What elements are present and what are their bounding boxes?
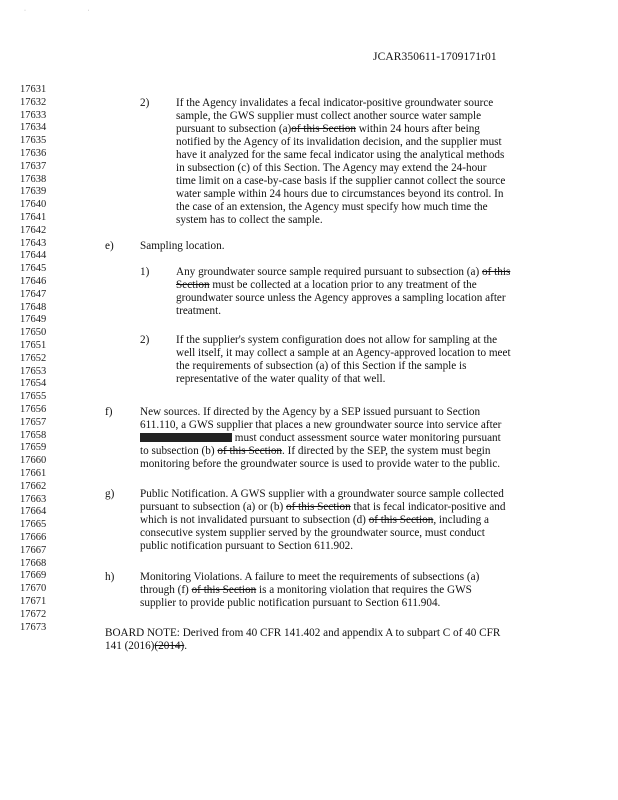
line-number: 17635 [20, 135, 47, 147]
text-line: which is not invalidated pursuant to subsection (d) of this Section, including a [140, 514, 489, 526]
line-number: 17660 [20, 455, 47, 467]
text-line: Monitoring Violations. A failure to meet the requirements of subsections (a) [140, 571, 480, 583]
line-number: 17641 [20, 212, 47, 223]
line-number: 17636 [20, 148, 47, 159]
line-number: 17637 [20, 160, 47, 172]
document-id-header: JCAR350611-1709171r01 [373, 51, 497, 63]
text-line: water sample within 24 hours due to circumstances beyond its control. In [176, 188, 504, 200]
line-number: 17668 [20, 557, 47, 569]
text-line: well itself, it may collect a sample at an Agency-approved location to meet [176, 347, 511, 359]
line-number: 17655 [20, 391, 47, 403]
text-line: 611.110, a GWS supplier that places a new groundwater source into service after [140, 419, 502, 431]
line-number: 17665 [20, 519, 47, 531]
line-number: 17656 [20, 404, 47, 415]
line-number: 17667 [20, 544, 47, 556]
line-number: 17671 [20, 596, 47, 607]
line-number: 17659 [20, 442, 47, 454]
line-number: 17666 [20, 532, 47, 543]
item-g-label: g) [105, 488, 115, 500]
text-line: monitoring before the groundwater source is used to provide water to the public. [140, 458, 501, 470]
line-number: 17645 [20, 263, 47, 275]
text-line: sample, the GWS supplier must collect another source water sample [176, 110, 482, 122]
board-note-line: 141 (2016)(2014). [105, 640, 188, 652]
line-number: 17672 [20, 608, 47, 620]
struck-text: of this Section [291, 123, 356, 135]
struck-text: (2014) [154, 640, 185, 652]
text-line: the requirements of subsection (a) of this Section if the sample is [176, 360, 467, 372]
text-line: time limit on a case-by-case basis if the supplier cannot collect the source [176, 175, 506, 187]
line-number: 17662 [20, 480, 47, 492]
line-number: 17670 [20, 583, 47, 595]
line-number: 17634 [20, 122, 47, 134]
line-number: 17638 [20, 173, 47, 185]
line-number: 17647 [20, 288, 47, 300]
line-number: 17639 [20, 186, 47, 198]
line-number: 17669 [20, 570, 47, 582]
item-d2-label: 2) [140, 97, 150, 109]
text-line: New sources. If directed by the Agency by a SEP issued pursuant to Section [140, 406, 481, 418]
line-number: 17631 [20, 84, 47, 95]
text-line: pursuant to subsection (a) or (b) of this Section that is fecal indicator-positive and [140, 501, 506, 513]
redaction-mark [140, 433, 232, 442]
text-line: supplier to provide public notification pursuant to Section 611.904. [140, 597, 441, 609]
text-line: system has to collect the sample. [176, 214, 323, 226]
line-number: 17653 [20, 365, 47, 377]
item-h-label: h) [105, 571, 115, 583]
line-number: 17654 [20, 378, 47, 390]
item-f-label: f) [105, 406, 113, 418]
line-number: 17646 [20, 276, 47, 287]
text-line: Section must be collected at a location prior to any treatment of the [176, 279, 477, 291]
text-line: If the Agency invalidates a fecal indicator-positive groundwater source [176, 97, 494, 109]
line-number: 17652 [20, 352, 47, 364]
text-line: the case of an extension, the Agency must specify how much time the [176, 201, 488, 213]
line-number: 17643 [20, 237, 47, 249]
line-number: 17661 [20, 468, 47, 479]
line-number: 17673 [20, 621, 47, 633]
line-number: 17632 [20, 96, 47, 108]
text-line: notified by the Agency of its invalidation decision, and the supplier must [176, 136, 502, 148]
line-number: 17633 [20, 109, 47, 121]
text-line: in subsection (c) of this Section. The Agency may extend the 24-hour [176, 162, 487, 174]
board-note-line: BOARD NOTE: Derived from 40 CFR 141.402 and appendix A to subpart C of 40 CFR [105, 627, 501, 639]
struck-text: of this [482, 266, 511, 278]
line-number: 17663 [20, 493, 47, 505]
struck-text: of this Section [217, 445, 283, 457]
line-number: 17657 [20, 416, 47, 428]
line-number: 17658 [20, 429, 47, 441]
text-line: representative of the water quality of that well. [176, 373, 386, 385]
text-line: If the supplier's system configuration does not allow for sampling at the [176, 334, 498, 346]
text-line: through (f) of this Section is a monitoring violation that requires the GWS [140, 584, 472, 596]
text-line: public notification pursuant to Section 611.902. [140, 540, 354, 552]
text-line: pursuant to subsection (a)of this Section within 24 hours after being [176, 123, 480, 135]
text-line: treatment. [176, 305, 222, 317]
line-number: 17649 [20, 314, 47, 326]
text-line: Public Notification. A GWS supplier with a groundwater source sample collected [140, 488, 504, 500]
text-line: groundwater source unless the Agency approves a sampling location after [176, 292, 506, 304]
line-number: 17651 [20, 340, 47, 351]
line-number: 17648 [20, 301, 47, 313]
item-e2-label: 2) [140, 334, 150, 346]
text-line: consecutive system supplier served by the groundwater source, must conduct [140, 527, 485, 539]
section-heading: Sampling location. [140, 240, 225, 252]
item-e1-label: 1) [140, 266, 150, 278]
text-line: have it analyzed for the same fecal indicator using the analytical methods [176, 149, 505, 161]
line-number: 17642 [20, 224, 47, 236]
struck-text: of this Section [368, 514, 434, 526]
line-number: 17650 [20, 327, 47, 339]
item-e-label: e) [105, 240, 114, 252]
struck-text: of this Section [286, 501, 351, 513]
text-line: must conduct assessment source water monitoring pursuant [140, 432, 501, 444]
scan-specks: · · [24, 8, 120, 14]
struck-text: of this Section [191, 584, 257, 596]
text-line: to subsection (b) of this Section. If directed by the SEP, the system must begin [140, 445, 491, 457]
line-number: 17664 [20, 506, 47, 518]
line-number: 17644 [20, 250, 47, 262]
text-line: Any groundwater source sample required pursuant to subsection (a) of this [176, 266, 511, 278]
struck-text: Section [176, 279, 210, 291]
line-number: 17640 [20, 199, 47, 211]
